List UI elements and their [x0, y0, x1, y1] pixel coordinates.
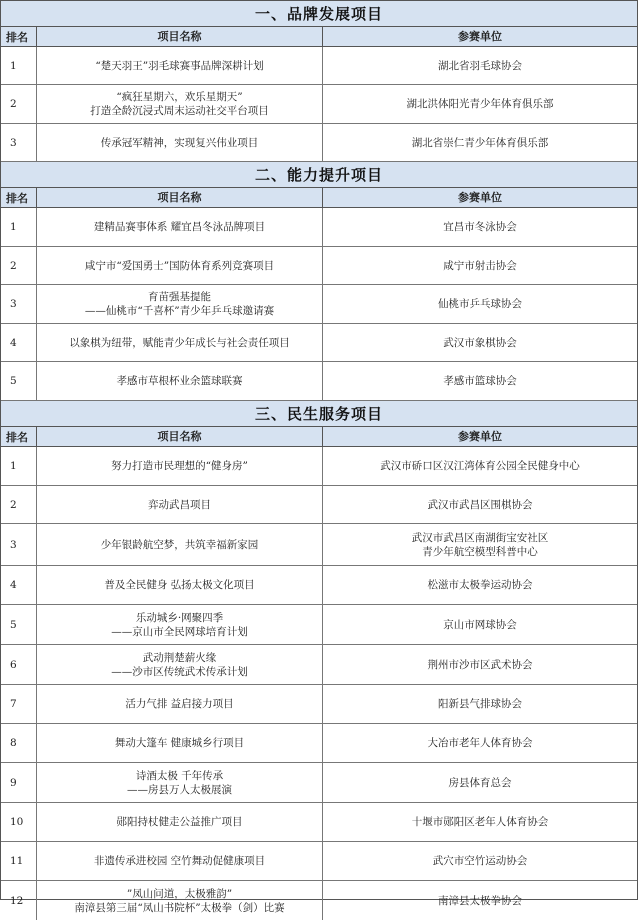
- section-brand-development: [1, 1, 637, 162]
- unit-cell: 武汉市武昌区围棋协会: [427, 498, 533, 511]
- table-row: [1, 524, 637, 566]
- rank-cell: 1: [1, 447, 37, 485]
- unit-cell: 大冶市老年人体育协会: [427, 737, 533, 749]
- project-name-cell: 少年银龄航空梦，共筑幸福新家园: [37, 524, 323, 565]
- project-name-cell: 舞动大篷车 健康城乡行项目: [37, 724, 323, 762]
- table-row: [1, 645, 637, 685]
- unit-cell: 荆州市沙市区武术协会: [427, 658, 533, 671]
- table-row: [1, 85, 637, 124]
- rank-cell: 3: [1, 524, 37, 565]
- table-row: [1, 324, 637, 362]
- header-rank: 排名: [1, 188, 37, 207]
- section-title: 三、民生服务项目: [1, 401, 637, 427]
- unit-cell: 武汉市武昌区南湖街宝安社区 青少年航空模型科普中心: [411, 531, 549, 558]
- table-row: [1, 247, 637, 285]
- unit-cell: 阳新县气排球协会: [438, 698, 522, 710]
- unit-cell: 南漳县太极拳协会: [438, 894, 522, 907]
- table-row: [1, 881, 637, 920]
- table-row: [1, 803, 637, 842]
- rank-cell: 2: [1, 486, 37, 523]
- project-name-cell: “疯狂星期六，欢乐星期天” 打造全龄沉浸式周末运动社交平台项目: [37, 85, 323, 123]
- project-name-cell: 以象棋为纽带，赋能青少年成长与社会责任项目: [37, 324, 323, 361]
- rank-cell: 1: [1, 208, 37, 246]
- unit-cell: 湖北洪体阳光青少年体育俱乐部: [406, 98, 554, 110]
- header-rank: 排名: [1, 27, 37, 46]
- rank-cell: 5: [1, 605, 37, 644]
- rank-cell: 6: [1, 645, 37, 684]
- unit-cell: 武汉市象棋协会: [443, 336, 517, 349]
- section-title: 二、能力提升项目: [1, 162, 637, 188]
- project-name-cell: 孝感市草根杯业余篮球联赛: [37, 362, 323, 400]
- header-project-name: 项目名称: [37, 27, 323, 46]
- table-row: [1, 124, 637, 162]
- rank-cell: 9: [1, 763, 37, 802]
- unit-cell: 十堰市郧阳区老年人体育协会: [411, 816, 549, 828]
- project-name-cell: 诗酒太极 千年传承 ——房县万人太极展演: [37, 763, 323, 802]
- table-row: [1, 842, 637, 881]
- table-row: [1, 208, 637, 247]
- rank-cell: 2: [1, 85, 37, 123]
- header-project-name: 项目名称: [37, 188, 323, 207]
- unit-cell: 武汉市硚口区汉江湾体育公园全民健身中心: [380, 460, 580, 472]
- rank-cell: 5: [1, 362, 37, 400]
- table-row: [1, 486, 637, 524]
- rank-cell: 12: [1, 881, 37, 920]
- rank-cell: 8: [1, 724, 37, 762]
- unit-cell: 房县体育总会: [448, 776, 512, 789]
- section-public-service: [1, 401, 637, 920]
- unit-cell: 武穴市空竹运动协会: [432, 855, 528, 867]
- unit-cell: 京山市网球协会: [443, 618, 517, 631]
- rank-cell: 1: [1, 47, 37, 84]
- unit-cell: 咸宁市射击协会: [443, 259, 517, 272]
- section-capacity-building: [1, 162, 637, 401]
- section-title: 一、品牌发展项目: [1, 1, 637, 27]
- unit-cell: 孝感市篮球协会: [443, 375, 517, 387]
- project-name-cell: 非遗传承进校园 空竹舞动促健康项目: [37, 842, 323, 880]
- table-row: [1, 447, 637, 486]
- unit-cell: 宜昌市冬泳协会: [443, 221, 517, 233]
- project-name-cell: 武动荆楚薪火缘 ——沙市区传统武术传承计划: [37, 645, 323, 684]
- project-name-cell: 建精品赛事体系 耀宜昌冬泳品牌项目: [37, 208, 323, 246]
- rank-cell: 2: [1, 247, 37, 284]
- table-row: [1, 47, 637, 85]
- project-name-cell: 弈动武昌项目: [37, 486, 323, 523]
- table-row: [1, 566, 637, 605]
- rank-cell: 4: [1, 566, 37, 604]
- rank-cell: 4: [1, 324, 37, 361]
- project-name-cell: 咸宁市“爱国勇士”国防体育系列竞赛项目: [37, 247, 323, 284]
- project-name-cell: 努力打造市民理想的“健身房”: [37, 447, 323, 485]
- header-project-name: 项目名称: [37, 427, 323, 446]
- unit-cell: 仙桃市乒乓球协会: [438, 298, 522, 310]
- table-row: [1, 362, 637, 401]
- project-name-cell: 活力气排 益启接力项目: [37, 685, 323, 723]
- rank-cell: 11: [1, 842, 37, 880]
- table-row: [1, 724, 637, 763]
- header-rank: 排名: [1, 427, 37, 446]
- rank-cell: 7: [1, 685, 37, 723]
- rank-cell: 3: [1, 124, 37, 161]
- project-name-cell: “楚天羽王”羽毛球赛事品牌深耕计划: [37, 47, 323, 84]
- project-name-cell: 传承冠军精神，实现复兴伟业项目: [37, 124, 323, 161]
- header-participant-unit: 参赛单位: [458, 29, 502, 43]
- unit-cell: 松滋市太极拳运动协会: [427, 579, 533, 591]
- header-participant-unit: 参赛单位: [458, 190, 502, 204]
- table-row: [1, 763, 637, 803]
- project-name-cell: 育苗强基提能 ——仙桃市“千喜杯”青少年乒乓球邀请赛: [37, 285, 323, 323]
- project-name-cell: 郧阳持杖健走公益推广项目: [37, 803, 323, 841]
- rank-cell: 10: [1, 803, 37, 841]
- table-row: [1, 605, 637, 645]
- project-name-cell: 乐动城乡·网聚四季 ——京山市全民网球培育计划: [37, 605, 323, 644]
- rank-cell: 3: [1, 285, 37, 323]
- table-header-row: [1, 427, 637, 447]
- project-name-cell: ”凤山问道，太极雅韵” 南漳县第三届“凤山书院杯”太极拳（剑）比赛: [37, 881, 323, 920]
- table-header-row: [1, 188, 637, 208]
- table-row: [1, 285, 637, 324]
- table-row: [1, 685, 637, 724]
- header-participant-unit: 参赛单位: [458, 429, 502, 443]
- project-name-cell: 普及全民健身 弘扬太极文化项目: [37, 566, 323, 604]
- unit-cell: 湖北省崇仁青少年体育俱乐部: [411, 136, 549, 149]
- table-header-row: [1, 27, 637, 47]
- unit-cell: 湖北省羽毛球协会: [438, 59, 522, 72]
